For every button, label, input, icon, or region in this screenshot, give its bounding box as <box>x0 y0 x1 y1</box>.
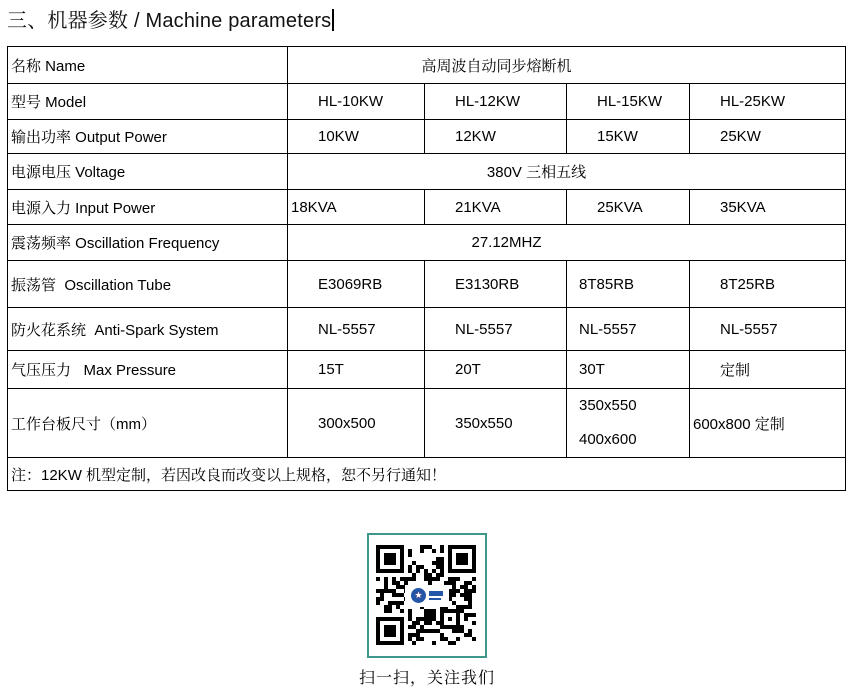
cell-name-value: 高周波自动同步熔断机 <box>288 47 846 84</box>
cell-frequency-value: 27.12MHZ <box>288 225 846 261</box>
cell-output-3: 15KW <box>567 120 690 154</box>
cell-pressure-4: 定制 <box>690 351 846 389</box>
row-label-max-pressure: 气压压力 Max Pressure <box>8 351 288 389</box>
row-model <box>8 84 846 120</box>
cell-voltage-value: 380V 三相五线 <box>288 154 846 190</box>
row-label-voltage: 电源电压 Voltage <box>8 154 288 190</box>
cell-tube-3: 8T85RB <box>567 261 690 308</box>
cell-antispark-2: NL-5557 <box>425 308 567 351</box>
cell-tube-1: E3069RB <box>288 261 425 308</box>
cell-antispark-4: NL-5557 <box>690 308 846 351</box>
row-max-pressure <box>8 351 846 389</box>
cell-pressure-3: 30T <box>567 351 690 389</box>
row-label-oscillation-tube: 振荡管 Oscillation Tube <box>8 261 288 308</box>
cell-worktable-4: 600x800 定制 <box>690 389 846 458</box>
title-text: 三、机器参数 / Machine parameters <box>7 10 332 32</box>
machine-parameters-table <box>7 46 846 491</box>
cell-model-1: HL-10KW <box>288 84 425 120</box>
table-note: 注：12KW 机型定制，若因改良而改变以上规格，恕不另行通知！ <box>8 458 846 491</box>
cell-pressure-2: 20T <box>425 351 567 389</box>
qr-logo-text-marks <box>429 591 443 600</box>
qr-caption: 扫一扫，关注我们 <box>358 670 495 687</box>
cell-output-1: 10KW <box>288 120 425 154</box>
row-note <box>8 458 846 491</box>
qr-logo-emblem-icon: ★ <box>411 588 426 603</box>
row-label-anti-spark: 防火花系统 Anti-Spark System <box>8 308 288 351</box>
row-label-name: 名称 Name <box>8 47 288 84</box>
row-output-power <box>8 120 846 154</box>
qr-code <box>367 533 487 658</box>
row-worktable-size <box>8 389 846 458</box>
cell-worktable-2: 350x550 <box>425 389 567 458</box>
cell-input-4: 35KVA <box>690 190 846 225</box>
row-name <box>8 47 846 84</box>
cell-worktable-3 <box>567 389 690 458</box>
row-label-output-power: 输出功率 Output Power <box>8 120 288 154</box>
cell-tube-2: E3130RB <box>425 261 567 308</box>
row-label-worktable-size: 工作台板尺寸（mm） <box>8 389 288 458</box>
row-anti-spark <box>8 308 846 351</box>
cell-output-4: 25KW <box>690 120 846 154</box>
row-oscillation-frequency <box>8 225 846 261</box>
cell-antispark-1: NL-5557 <box>288 308 425 351</box>
cell-input-3: 25KVA <box>567 190 690 225</box>
text-cursor <box>332 9 334 31</box>
cell-antispark-3: NL-5557 <box>567 308 690 351</box>
row-voltage <box>8 154 846 190</box>
cell-pressure-1: 15T <box>288 351 425 389</box>
cell-worktable-3-line1: 350x550 <box>579 397 637 414</box>
row-label-model: 型号 Model <box>8 84 288 120</box>
row-input-power <box>8 190 846 225</box>
qr-section <box>337 533 517 688</box>
row-oscillation-tube <box>8 261 846 308</box>
cell-output-2: 12KW <box>425 120 567 154</box>
cell-model-2: HL-12KW <box>425 84 567 120</box>
qr-center-logo <box>405 585 449 607</box>
document-title[interactable] <box>7 4 334 33</box>
cell-tube-4: 8T25RB <box>690 261 846 308</box>
cell-model-4: HL-25KW <box>690 84 846 120</box>
cell-model-3: HL-15KW <box>567 84 690 120</box>
row-label-oscillation-frequency: 震荡频率 Oscillation Frequency <box>8 225 288 261</box>
cell-input-2: 21KVA <box>425 190 567 225</box>
row-label-input-power: 电源入力 Input Power <box>8 190 288 225</box>
cell-input-1: 18KVA <box>288 190 425 225</box>
cell-worktable-3-line2: 400x600 <box>579 431 637 448</box>
cell-worktable-1: 300x500 <box>288 389 425 458</box>
